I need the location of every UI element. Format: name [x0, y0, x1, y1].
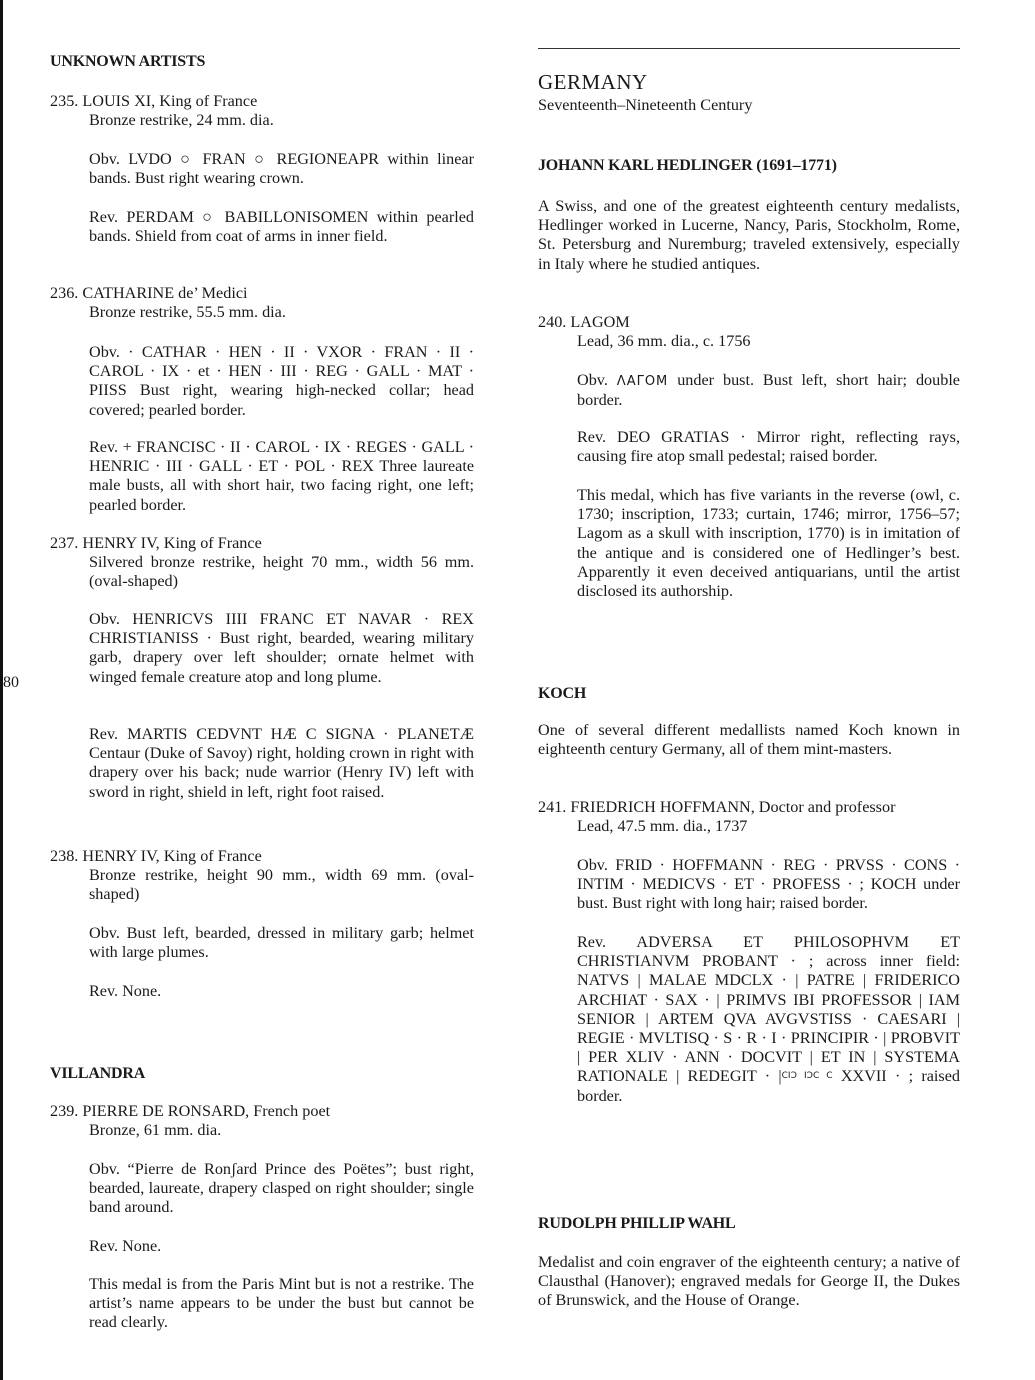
entry-238-material: Bronze restrike, height 90 mm., width 69 mm. (oval-shaped)	[89, 866, 474, 904]
entry-239-obverse: Obv. “Pierre de Ronʃard Prince des Poëtes”; bust right, bearded, laureate, drapery clasped on right shoulder; single band around.	[89, 1160, 474, 1217]
section-heading-wahl: RUDOLPH PHILLIP WAHL	[538, 1215, 736, 1232]
entry-238-title: 238. HENRY IV, King of France	[50, 847, 262, 865]
entry-235-obverse: Obv. LVDO ○ FRAN ○ REGIONEAPR within linear bands. Bust right wearing crown.	[89, 150, 474, 188]
entry-236-obverse: Obv. · CATHAR · HEN · II · VXOR · FRAN · II · CAROL · IX · et · HEN · III · REG · GALL · MAT · PIISS Bust right, wearing high-necked collar; head covered; pearled border.	[89, 343, 474, 419]
hedlinger-bio: A Swiss, and one of the greatest eighteenth century medalists, Hedlinger worked in Lucerne, Nancy, Paris, Stockholm, Rome, St. Petersburg and Nuremburg; traveled extensively, especially in Italy where he studied antiques.	[538, 197, 960, 273]
top-rule	[538, 48, 960, 49]
section-heading-villandra: VILLANDRA	[50, 1065, 146, 1082]
entry-240-obverse	[577, 371, 960, 410]
entry-241-material: Lead, 47.5 mm. dia., 1737	[577, 817, 748, 835]
koch-bio: One of several different medallists named Koch known in eighteenth century Germany, all of them mint-masters.	[538, 721, 960, 759]
entry-237-reverse: Rev. MARTIS CEDVNT HÆ C SIGNA · PLANETÆ Centaur (Duke of Savoy) right, holding crown in right with drapery over his back; nude warrior (Henry IV) left with sword in right, shield in left, right foot raised.	[89, 725, 474, 801]
entry-236-reverse: Rev. + FRANCISC · II · CAROL · IX · REGES · GALL · HENRIC · III · GALL · ET · POL · REX Three laureate male busts, all with short hair, two facing right, one left; pearled border.	[89, 438, 474, 514]
section-heading-unknown-artists: UNKNOWN ARTISTS	[50, 53, 206, 70]
entry-237-obverse: Obv. HENRICVS IIII FRANC ET NAVAR · REX CHRISTIANISS · Bust right, bearded, wearing military garb, drapery over left shoulder; ornate helmet with winged female creature atop and long plume.	[89, 610, 474, 686]
obverse-text: under bust. Bust left, short hair; double border.	[577, 371, 960, 410]
small-numerals: CIϽ IϽC C	[781, 1071, 833, 1082]
entry-235-reverse: Rev. PERDAM ○ BABILLONISOMEN within pearled bands. Shield from coat of arms in inner field.	[89, 208, 474, 246]
entry-239-note: This medal is from the Paris Mint but is not a restrike. The artist’s name appears to be under the bust but cannot be read clearly.	[89, 1275, 474, 1332]
entry-237-title: 237. HENRY IV, King of France	[50, 534, 262, 552]
entry-239-reverse: Rev. None.	[89, 1237, 162, 1255]
entry-240-reverse: Rev. DEO GRATIAS · Mirror right, reflecting rays, causing fire atop small pedestal; raised border.	[577, 428, 960, 466]
entry-241-obverse: Obv. FRID · HOFFMANN · REG · PRVSS · CONS · INTIM · MEDICVS · ET · PROFESS · ; KOCH under bust. Bust right with long hair; raised border.	[577, 856, 960, 913]
entry-237-material: Silvered bronze restrike, height 70 mm., width 56 mm. (oval-shaped)	[89, 553, 474, 591]
greek-inscription: ΛΑΓΟΜ	[616, 374, 669, 389]
entry-240-note: This medal, which has five variants in the reverse (owl, c. 1730; inscription, 1733; curtain, 1746; mirror, 1756–57; Lagom as a skull with inscription, 1770) is in imitation of the antique and is considered one of Hedlinger’s best. Apparently it even deceived antiquarians, until the artist disclosed its authorship.	[577, 486, 960, 601]
obverse-prefix: Obv.	[577, 371, 617, 389]
section-heading-koch: KOCH	[538, 685, 587, 702]
entry-239-material: Bronze, 61 mm. dia.	[89, 1121, 222, 1139]
entry-235-title: 235. LOUIS XI, King of France	[50, 92, 258, 110]
reverse-text: Rev. ADVERSA ET PHILOSOPHVM ET CHRISTIANVM PROBANT · ; across inner field: NATVS | MALAE MDCLX · | PATRE | FRIDERICO ARCHIAT · SAX · | PRIMVS IBI PROFESSOR | IAM SENIOR | ARTEM QVA AVGVSTISS · CAESARI | REGIE · MVLTISQ · S · R · I · PRINCIPIR · | PROBVIT | PER XLIV · ANN · DOCVIT | ET IN | SYSTEMA RATIONALE | REDEGIT · |	[577, 933, 960, 1086]
entry-240-material: Lead, 36 mm. dia., c. 1756	[577, 332, 751, 350]
reverse-end: XXVII · ; raised border.	[577, 1067, 960, 1105]
entry-240-title: 240. LAGOM	[538, 313, 630, 331]
entry-236-material: Bronze restrike, 55.5 mm. dia.	[89, 303, 286, 321]
entry-239-title: 239. PIERRE DE RONSARD, French poet	[50, 1102, 331, 1120]
page-number: 80	[3, 674, 19, 691]
entry-236-title: 236. CATHARINE de’ Medici	[50, 284, 248, 302]
section-heading-hedlinger: JOHANN KARL HEDLINGER (1691–1771)	[538, 157, 837, 174]
wahl-bio: Medalist and coin engraver of the eighteenth century; a native of Clausthal (Hanover); engraved medals for George II, the Dukes of Brunswick, and the House of Orange.	[538, 1253, 960, 1310]
entry-238-reverse: Rev. None.	[89, 982, 162, 1000]
entry-238-obverse: Obv. Bust left, bearded, dressed in military garb; helmet with large plumes.	[89, 924, 474, 962]
entry-241-reverse	[577, 933, 960, 1106]
entry-241-title: 241. FRIEDRICH HOFFMANN, Doctor and professor	[538, 798, 896, 816]
period-subheading: Seventeenth–Nineteenth Century	[538, 96, 753, 114]
entry-235-material: Bronze restrike, 24 mm. dia.	[89, 111, 274, 129]
country-heading: GERMANY	[538, 70, 648, 94]
